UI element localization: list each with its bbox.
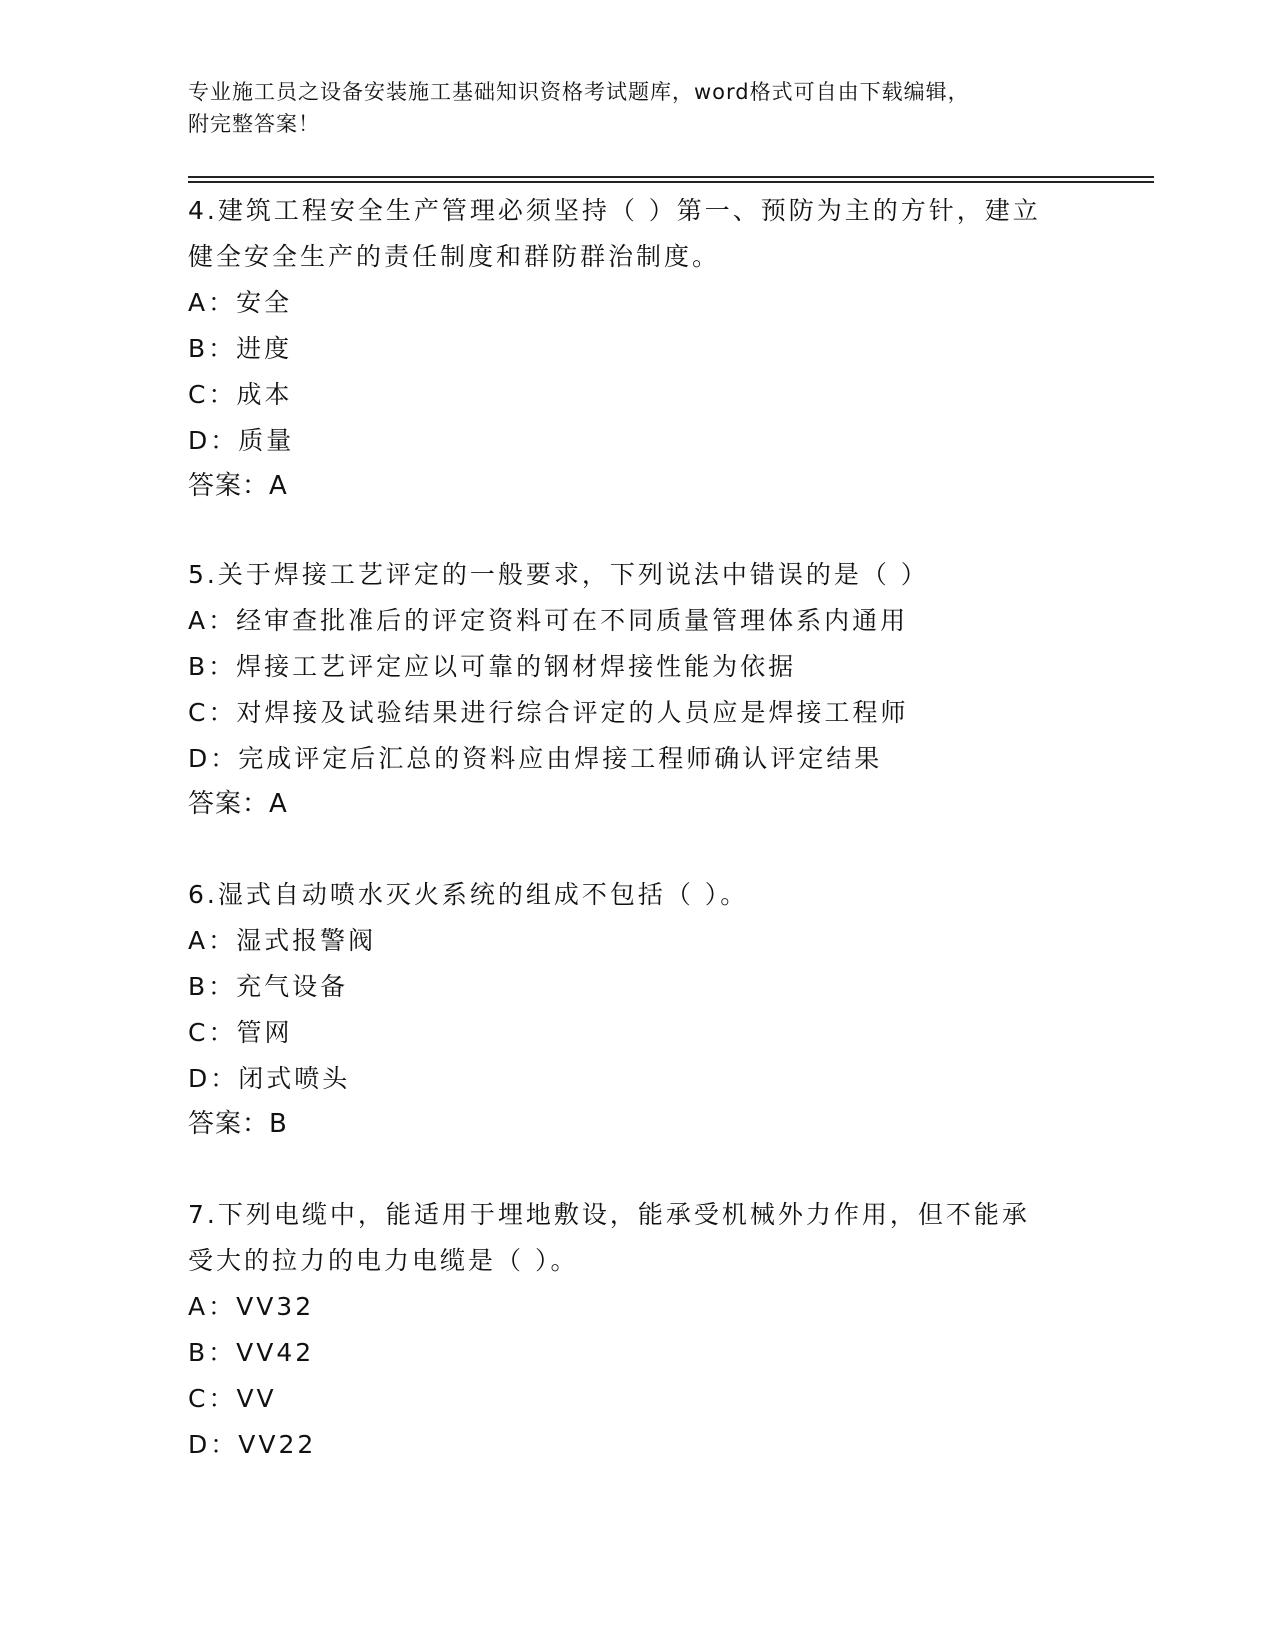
option-d: D：质量 <box>188 426 295 455</box>
answer-line: 答案：A <box>188 471 288 501</box>
option-a: A：湿式报警阀 <box>188 926 377 955</box>
header-line-2: 附完整答案！ <box>188 112 320 136</box>
option-d: D：完成评定后汇总的资料应由焊接工程师确认评定结果 <box>188 744 883 773</box>
document-header <box>188 76 1088 140</box>
option-c: C：成本 <box>188 380 293 409</box>
option-d: D：闭式喷头 <box>188 1064 351 1093</box>
header-rule-bottom <box>188 181 1154 183</box>
option-a: A：安全 <box>188 288 293 317</box>
option-b: B：VV42 <box>188 1338 315 1367</box>
question-5 <box>188 552 1108 826</box>
question-stem-line: 5.关于焊接工艺评定的一般要求，下列说法中错误的是（ ） <box>188 560 929 589</box>
option-c: C：VV <box>188 1384 277 1413</box>
option-b: B：充气设备 <box>188 972 349 1001</box>
answer-line: 答案：A <box>188 789 288 819</box>
option-b: B：焊接工艺评定应以可靠的钢材焊接性能为依据 <box>188 652 797 681</box>
question-7 <box>188 1192 1108 1468</box>
option-c: C：对焊接及试验结果进行综合评定的人员应是焊接工程师 <box>188 698 909 727</box>
option-a: A：经审查批准后的评定资料可在不同质量管理体系内通用 <box>188 606 909 635</box>
question-stem-line: 4.建筑工程安全生产管理必须坚持（ ）第一、预防为主的方针，建立 <box>188 196 1041 225</box>
header-rule-top <box>188 176 1154 178</box>
answer-line: 答案：B <box>188 1109 288 1139</box>
question-stem-line: 受大的拉力的电力电缆是（ ）。 <box>188 1246 579 1275</box>
question-4 <box>188 188 1108 508</box>
option-a: A：VV32 <box>188 1292 315 1321</box>
question-stem-line: 7.下列电缆中，能适用于埋地敷设，能承受机械外力作用，但不能承 <box>188 1200 1030 1229</box>
question-stem-line: 健全安全生产的责任制度和群防群治制度。 <box>188 242 721 271</box>
question-6 <box>188 872 1108 1146</box>
option-d: D：VV22 <box>188 1430 317 1459</box>
option-b: B：进度 <box>188 334 293 363</box>
option-c: C：管网 <box>188 1018 293 1047</box>
header-line-1: 专业施工员之设备安装施工基础知识资格考试题库，word格式可自由下载编辑， <box>188 80 970 104</box>
question-stem-line: 6.湿式自动喷水灭火系统的组成不包括（ ）。 <box>188 880 749 909</box>
